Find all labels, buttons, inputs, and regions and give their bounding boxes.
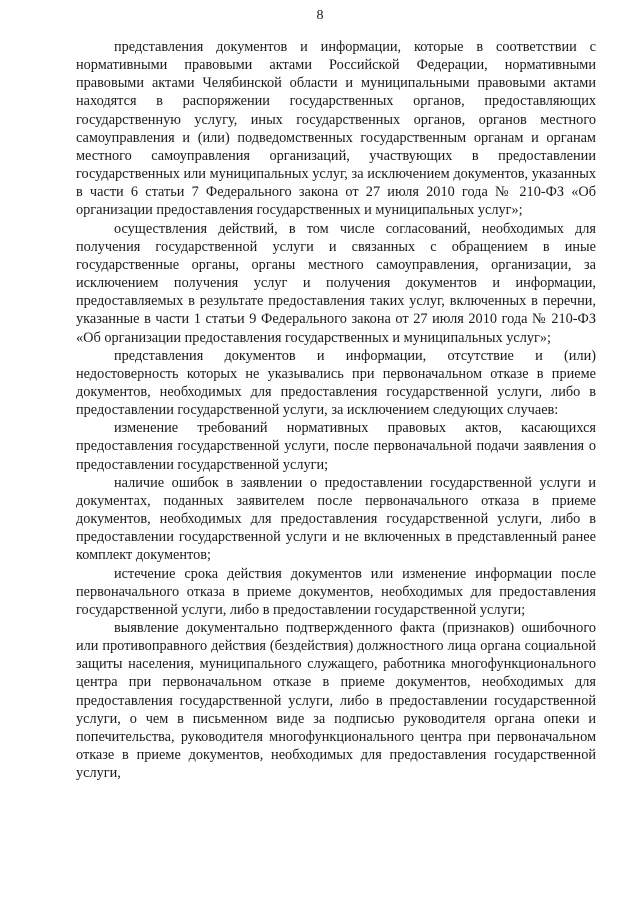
paragraph-document-expiry: истечение срока действия документов или изменение информации после первоначального отказа в приеме документов, необходимых для предоставления государственной услуги, либо в предоставлении государственной услуги; (76, 565, 596, 618)
paragraph-actions-approvals: осуществления действий, в том числе согласований, необходимых для получения государственной услуги и связанных с обращением в иные государственные органы, органы местного самоуправления, организации, за исключением получения услуг и получения документов и информации, предоставляемых в результате предоставления таких услуг, включенных в перечни, указанные в части 1 статьи 9 Федерального закона от 27 июля 2010 года № 210-ФЗ «Об организации предоставления государственных и муниципальных услуг»; (76, 220, 596, 346)
paragraph-missing-documents: представления документов и информации, отсутствие и (или) недостоверность которых не указывались при первоначальном отказе в приеме документов, необходимых для предоставления государственной услуги, либо в предоставлении государственной услуги, за исключением следующих случаев: (76, 347, 596, 419)
paragraph-requirements-change: изменение требований нормативных правовых актов, касающихся предоставления государственной услуги, после первоначальной подачи заявления о предоставлении государственной услуги; (76, 420, 596, 473)
paragraph-documents-information: представления документов и информации, которые в соответствии с нормативными правовыми актами Российской Федерации, нормативными правовыми актами Челябинской области и муниципальными правовыми актами находятся в распоряжении государственных органов, предоставляющих государственную услугу, иных государственных органов, органов местного самоуправления и (или) подведомственных государственным органам и органам местного самоуправления организаций, участвующих в предоставлении государственных или муниципальных услуг, за исключением документов, указанных в части 6 статьи 7 Федерального закона от 27 июля 2010 года № 210-ФЗ «Об организации предоставления государственных и муниципальных услуг»; (76, 39, 596, 219)
page-number: 8 (316, 8, 324, 23)
document-body (76, 38, 596, 782)
paragraph-erroneous-action: выявление документально подтвержденного факта (признаков) ошибочного или противоправного действия (бездействия) должностного лица органа социальной защиты населения, муниципального служащего, работника многофункционального центра при первоначальном отказе в приеме документов, необходимых для предоставления государственной услуги, либо в предоставлении государственной услуги, о чем в письменном виде за подписью руководителя органа опеки и попечительства, руководителя многофункционального центра при первоначальном отказе в приеме документов, необходимых для предоставления государственной услуги, (76, 620, 596, 782)
paragraph-errors-in-application: наличие ошибок в заявлении о предоставлении государственной услуги и документах, поданных заявителем после первоначального отказа в приеме документов, необходимых для предоставления государственной услуги, либо в предоставлении государственной услуги и не включенных в представленный ранее комплект документов; (76, 474, 596, 564)
